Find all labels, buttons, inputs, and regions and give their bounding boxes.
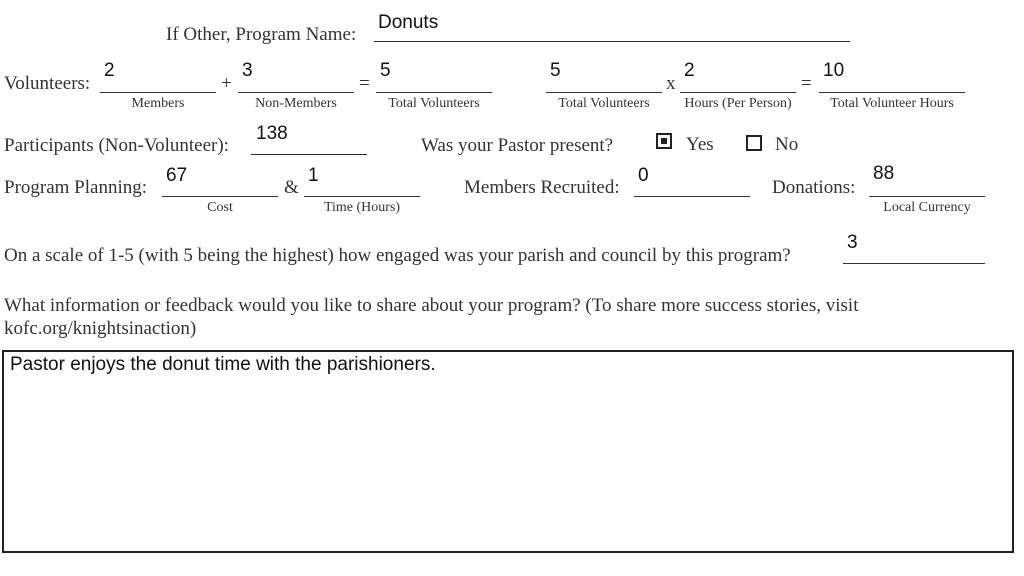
equals-sign-1: = bbox=[359, 73, 370, 94]
total-volunteers-2-value[interactable]: 5 bbox=[550, 60, 561, 81]
planning-cost-line bbox=[162, 196, 278, 197]
donations-line bbox=[869, 196, 985, 197]
feedback-text: Pastor enjoys the donut time with the parishioners. bbox=[10, 354, 436, 375]
members-recruited-value[interactable]: 0 bbox=[638, 165, 649, 186]
planning-time-line bbox=[304, 196, 420, 197]
engagement-question-label: On a scale of 1-5 (with 5 being the highest) how engaged was your parish and council by this program? bbox=[4, 245, 791, 266]
times-sign: x bbox=[666, 73, 676, 94]
total-volunteers-value[interactable]: 5 bbox=[380, 60, 391, 81]
engagement-value[interactable]: 3 bbox=[847, 232, 858, 253]
pastor-question-label: Was your Pastor present? bbox=[421, 135, 614, 156]
non-members-line bbox=[238, 92, 354, 93]
non-members-value[interactable]: 3 bbox=[242, 60, 253, 81]
donations-label: Donations: bbox=[772, 177, 856, 198]
total-volunteers-caption: Total Volunteers bbox=[388, 96, 480, 111]
members-caption: Members bbox=[131, 96, 185, 111]
pastor-no-checkbox[interactable] bbox=[746, 135, 762, 151]
members-recruited-label: Members Recruited: bbox=[464, 177, 620, 198]
planning-time-value[interactable]: 1 bbox=[308, 165, 319, 186]
hours-per-person-line bbox=[680, 92, 796, 93]
total-volunteers-2-caption: Total Volunteers bbox=[558, 96, 650, 111]
program-name-label: If Other, Program Name: bbox=[166, 24, 357, 45]
engagement-line bbox=[843, 263, 985, 264]
plus-sign: + bbox=[221, 73, 232, 94]
participants-label: Participants (Non-Volunteer): bbox=[4, 135, 229, 156]
members-recruited-line bbox=[634, 196, 750, 197]
feedback-textarea[interactable] bbox=[2, 350, 1014, 553]
donations-value[interactable]: 88 bbox=[873, 163, 895, 184]
ampersand: & bbox=[284, 177, 299, 198]
total-volunteer-hours-caption: Total Volunteer Hours bbox=[830, 96, 954, 111]
feedback-question-line-1: What information or feedback would you like to share about your program? (To share more success stories, visit bbox=[4, 295, 859, 316]
feedback-question-line-2: kofc.org/knightsinaction) bbox=[4, 318, 197, 339]
total-volunteer-hours-value[interactable]: 10 bbox=[823, 60, 845, 81]
hours-per-person-value[interactable]: 2 bbox=[684, 60, 695, 81]
planning-cost-caption: Cost bbox=[207, 200, 233, 215]
total-volunteers-line bbox=[376, 92, 492, 93]
equals-sign-2: = bbox=[801, 73, 812, 94]
pastor-no-label: No bbox=[775, 134, 799, 155]
pastor-yes-checkbox[interactable] bbox=[656, 133, 672, 149]
members-line bbox=[100, 92, 216, 93]
non-members-caption: Non-Members bbox=[255, 96, 337, 111]
program-name-line bbox=[374, 41, 850, 42]
total-volunteers-2-line bbox=[546, 92, 662, 93]
program-planning-label: Program Planning: bbox=[4, 177, 148, 198]
planning-time-caption: Time (Hours) bbox=[323, 200, 401, 215]
planning-cost-value[interactable]: 67 bbox=[166, 165, 188, 186]
hours-per-person-caption: Hours (Per Person) bbox=[684, 96, 792, 111]
checkbox-checked-mark bbox=[661, 138, 667, 144]
total-volunteer-hours-line bbox=[819, 92, 965, 93]
members-value[interactable]: 2 bbox=[104, 60, 115, 81]
volunteers-label: Volunteers: bbox=[4, 73, 91, 94]
program-name-value[interactable]: Donuts bbox=[378, 12, 439, 33]
pastor-yes-label: Yes bbox=[686, 134, 714, 155]
participants-value[interactable]: 138 bbox=[256, 123, 288, 144]
donations-caption: Local Currency bbox=[883, 200, 971, 215]
participants-line bbox=[251, 154, 367, 155]
